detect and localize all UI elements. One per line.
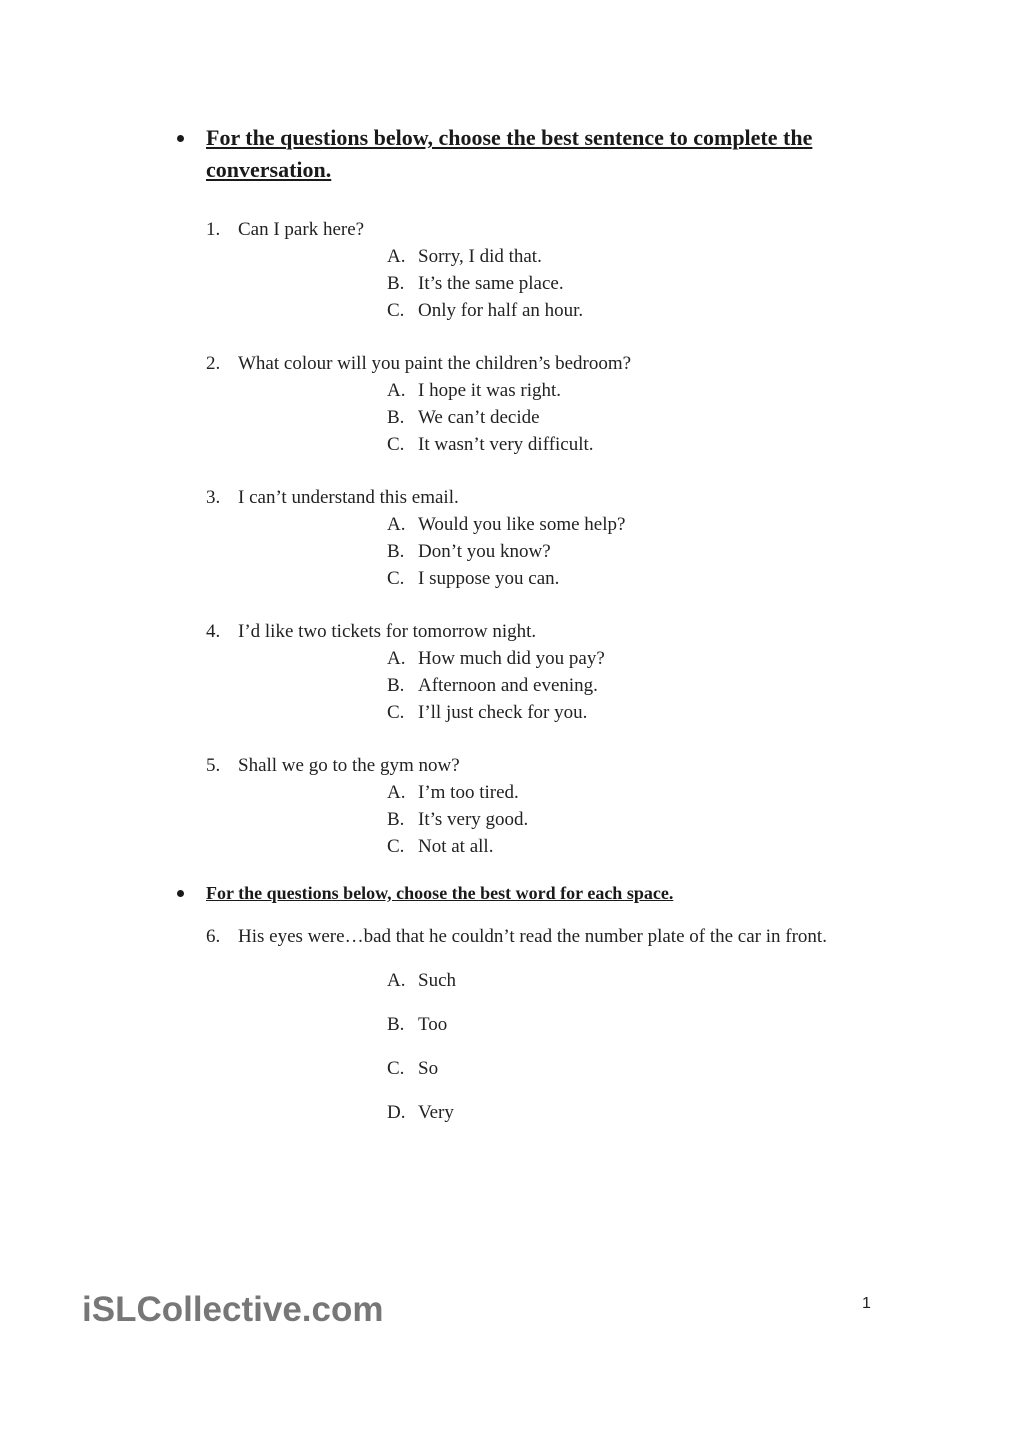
option-text: Too bbox=[418, 1014, 448, 1035]
option-text: Such bbox=[418, 970, 456, 991]
option-b bbox=[387, 270, 583, 297]
option-letter: D. bbox=[387, 1102, 406, 1123]
option-b bbox=[387, 538, 625, 565]
section-1-heading: For the questions below, choose the best sentence to complete the conversation. bbox=[206, 125, 813, 182]
question-text: What colour will you paint the children’s bedroom? bbox=[238, 353, 632, 374]
option-letter: B. bbox=[387, 1014, 405, 1035]
question-6-options bbox=[387, 966, 456, 1142]
option-letter: A. bbox=[387, 970, 406, 991]
question-number: 5. bbox=[206, 755, 221, 776]
question-text: Shall we go to the gym now? bbox=[238, 755, 460, 776]
option-b bbox=[387, 404, 594, 431]
option-a bbox=[387, 511, 625, 538]
option-b bbox=[387, 1010, 456, 1054]
option-text: How much did you pay? bbox=[418, 648, 605, 669]
option-letter: C. bbox=[387, 702, 405, 723]
question-number: 2. bbox=[206, 353, 221, 374]
question-text: His eyes were…bad that he couldn’t read the number plate of the car in front. bbox=[238, 926, 827, 947]
question-1-options bbox=[387, 243, 583, 324]
question-number: 1. bbox=[206, 219, 221, 240]
option-c bbox=[387, 833, 528, 860]
option-c bbox=[387, 699, 605, 726]
option-text: We can’t decide bbox=[418, 407, 540, 428]
option-letter: B. bbox=[387, 675, 405, 696]
option-c bbox=[387, 431, 594, 458]
question-6 bbox=[206, 924, 906, 950]
question-5 bbox=[206, 753, 906, 779]
bullet-icon bbox=[177, 135, 184, 142]
option-a bbox=[387, 377, 594, 404]
option-text: Only for half an hour. bbox=[418, 300, 584, 321]
bullet-icon bbox=[177, 890, 184, 897]
option-letter: C. bbox=[387, 1058, 405, 1079]
question-1 bbox=[206, 217, 906, 243]
option-c bbox=[387, 1054, 456, 1098]
option-c bbox=[387, 297, 583, 324]
section-2-heading: For the questions below, choose the best word for each space. bbox=[206, 883, 674, 903]
option-text: Would you like some help? bbox=[418, 514, 626, 535]
option-a bbox=[387, 243, 583, 270]
option-a bbox=[387, 966, 456, 1010]
option-letter: C. bbox=[387, 836, 405, 857]
option-letter: C. bbox=[387, 434, 405, 455]
option-letter: A. bbox=[387, 648, 406, 669]
option-text: I hope it was right. bbox=[418, 380, 562, 401]
question-3 bbox=[206, 485, 906, 511]
question-number: 4. bbox=[206, 621, 221, 642]
question-3-options bbox=[387, 511, 625, 592]
option-b bbox=[387, 672, 605, 699]
option-letter: A. bbox=[387, 380, 406, 401]
option-a bbox=[387, 645, 605, 672]
option-letter: A. bbox=[387, 514, 406, 535]
option-text: It wasn’t very difficult. bbox=[418, 434, 594, 455]
option-text: Don’t you know? bbox=[418, 541, 551, 562]
question-5-options bbox=[387, 779, 528, 860]
option-text: I suppose you can. bbox=[418, 568, 560, 589]
option-c bbox=[387, 565, 625, 592]
question-text: I’d like two tickets for tomorrow night. bbox=[238, 621, 537, 642]
question-4 bbox=[206, 619, 906, 645]
watermark-logo: iSLCollective.com bbox=[82, 1290, 384, 1329]
option-letter: C. bbox=[387, 300, 405, 321]
question-text: I can’t understand this email. bbox=[238, 487, 459, 508]
option-text: It’s very good. bbox=[418, 809, 529, 830]
option-text: So bbox=[418, 1058, 439, 1079]
option-text: I’m too tired. bbox=[418, 782, 519, 803]
option-letter: C. bbox=[387, 568, 405, 589]
question-2 bbox=[206, 351, 906, 377]
option-letter: B. bbox=[387, 809, 405, 830]
question-text: Can I park here? bbox=[238, 219, 365, 240]
option-text: Afternoon and evening. bbox=[418, 675, 598, 696]
option-text: It’s the same place. bbox=[418, 273, 564, 294]
option-text: I’ll just check for you. bbox=[418, 702, 588, 723]
option-letter: A. bbox=[387, 782, 406, 803]
question-2-options bbox=[387, 377, 594, 458]
option-letter: A. bbox=[387, 246, 406, 267]
question-number: 6. bbox=[206, 926, 221, 947]
option-letter: B. bbox=[387, 541, 405, 562]
option-text: Not at all. bbox=[418, 836, 494, 857]
question-number: 3. bbox=[206, 487, 221, 508]
option-letter: B. bbox=[387, 273, 405, 294]
page-number: 1 bbox=[862, 1295, 871, 1312]
option-text: Very bbox=[418, 1102, 454, 1123]
option-text: Sorry, I did that. bbox=[418, 246, 542, 267]
option-a bbox=[387, 779, 528, 806]
option-b bbox=[387, 806, 528, 833]
option-letter: B. bbox=[387, 407, 405, 428]
option-d bbox=[387, 1098, 456, 1142]
question-4-options bbox=[387, 645, 605, 726]
